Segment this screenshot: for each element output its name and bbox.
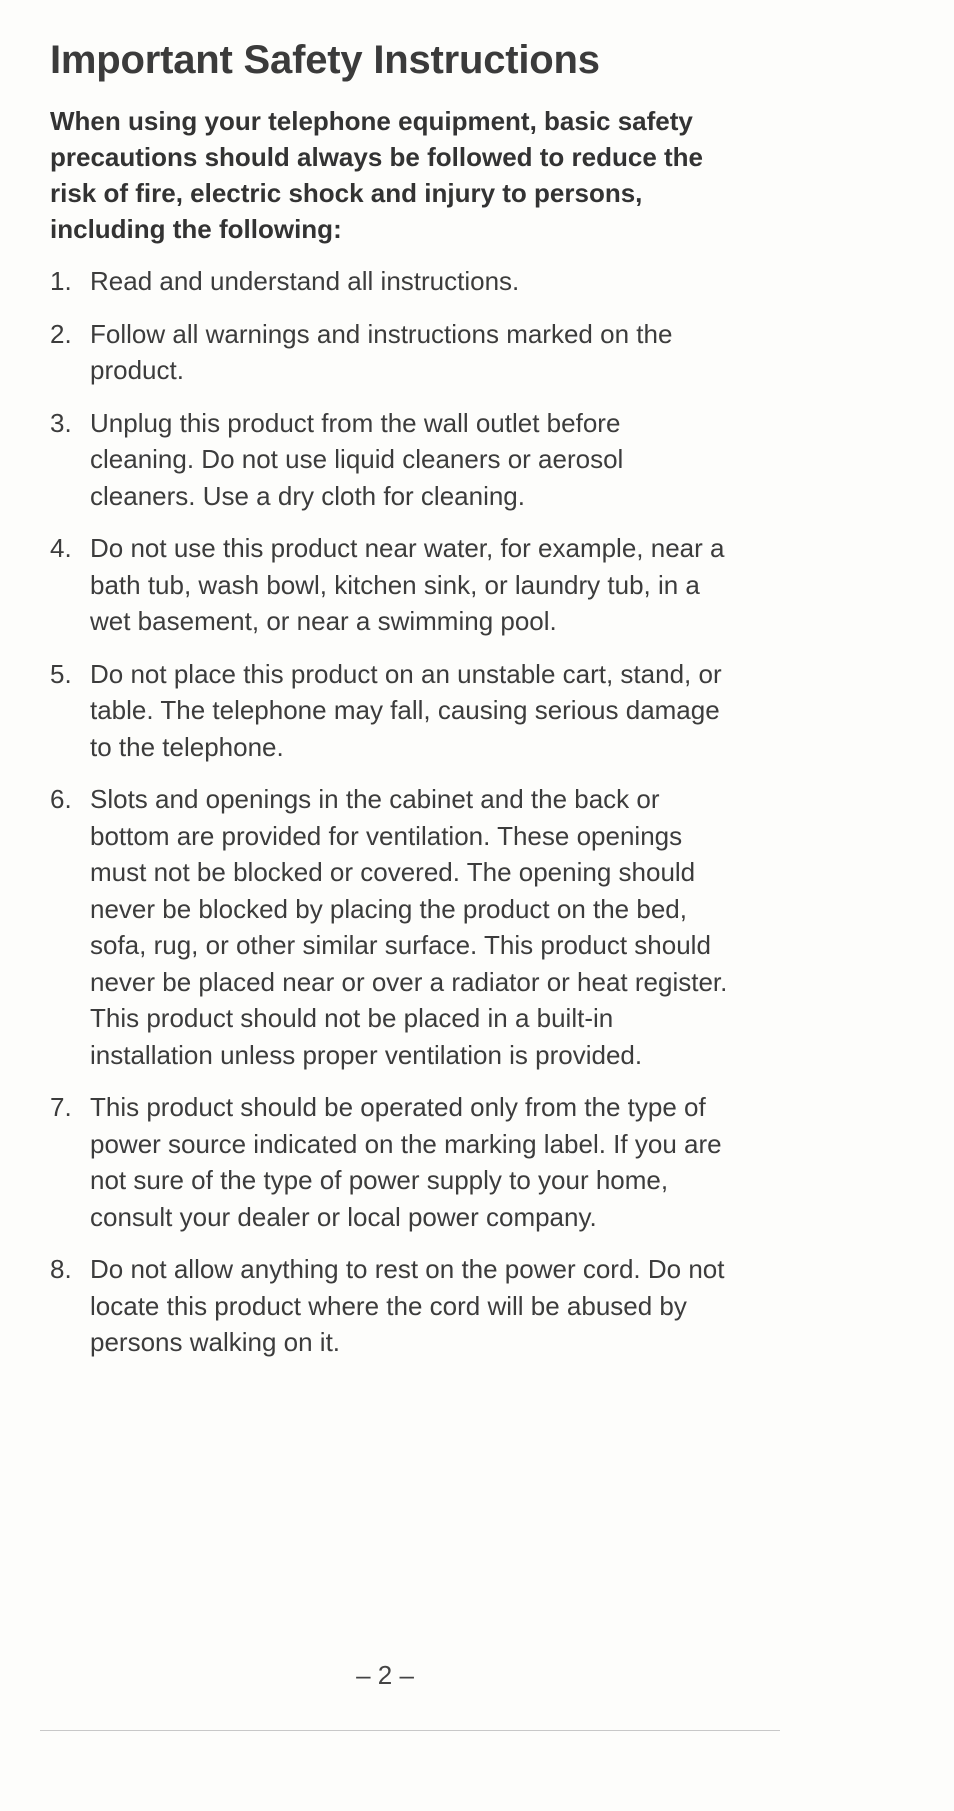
page-number: – 2 –: [356, 1660, 414, 1690]
bottom-divider: [40, 1730, 780, 1731]
list-item-number: 1.: [50, 266, 72, 296]
list-item-text: Read and understand all instructions.: [90, 266, 520, 296]
list-item-text: Follow all warnings and instructions marked on the product.: [90, 318, 673, 385]
list-item-number: 7.: [50, 1092, 72, 1122]
list-item: [50, 781, 730, 1073]
list-item-number: 2.: [50, 318, 72, 349]
list-item-text: Do not allow anything to rest on the power cord. Do not locate this product where the cord will be abused by persons walking on it.: [90, 1254, 725, 1357]
list-item: [50, 1089, 730, 1235]
list-item: [50, 316, 730, 389]
page-title: Important Safety Instructions: [50, 38, 600, 82]
list-item-number: 5.: [50, 658, 72, 689]
list-item: [50, 263, 730, 300]
list-item-number: 8.: [50, 1254, 72, 1284]
list-item: [50, 656, 730, 766]
list-item-text: Unplug this product from the wall outlet before cleaning. Do not use liquid cleaners or aerosol cleaners. Use a dry cloth for cleaning.: [90, 407, 624, 511]
list-item: [50, 1251, 730, 1361]
list-item: [50, 405, 730, 515]
intro-paragraph: When using your telephone equipment, basic safety precautions should always be followed to reduce the risk of fire, electric shock and injury to persons, including the following:: [50, 106, 704, 244]
list-item-text: Slots and openings in the cabinet and the back or bottom are provided for ventilation. These openings must not be blocked or covered. The opening should never be blocked by placing the product on the bed, sofa, rug, or other similar surface. This product should never be placed near or over a radiator or heat register. This product should not be placed in a built-in installation unless proper ventilation is provided.: [90, 784, 728, 1070]
list-item-number: 6.: [50, 784, 72, 814]
list-item-text: This product should be operated only from the type of power source indicated on the marking label. If you are not sure of the type of power supply to your home, consult your dealer or local power company.: [90, 1092, 722, 1232]
list-item-number: 4.: [50, 533, 72, 563]
list-item: [50, 530, 730, 640]
list-item-text: Do not place this product on an unstable cart, stand, or table. The telephone may fall, causing serious damage to the telephone.: [90, 658, 722, 762]
safety-instructions-list: [50, 263, 730, 1361]
list-item-number: 3.: [50, 407, 72, 438]
list-item-text: Do not use this product near water, for example, near a bath tub, wash bowl, kitchen sink, or laundry tub, in a wet basement, or near a swimming pool.: [90, 533, 725, 636]
